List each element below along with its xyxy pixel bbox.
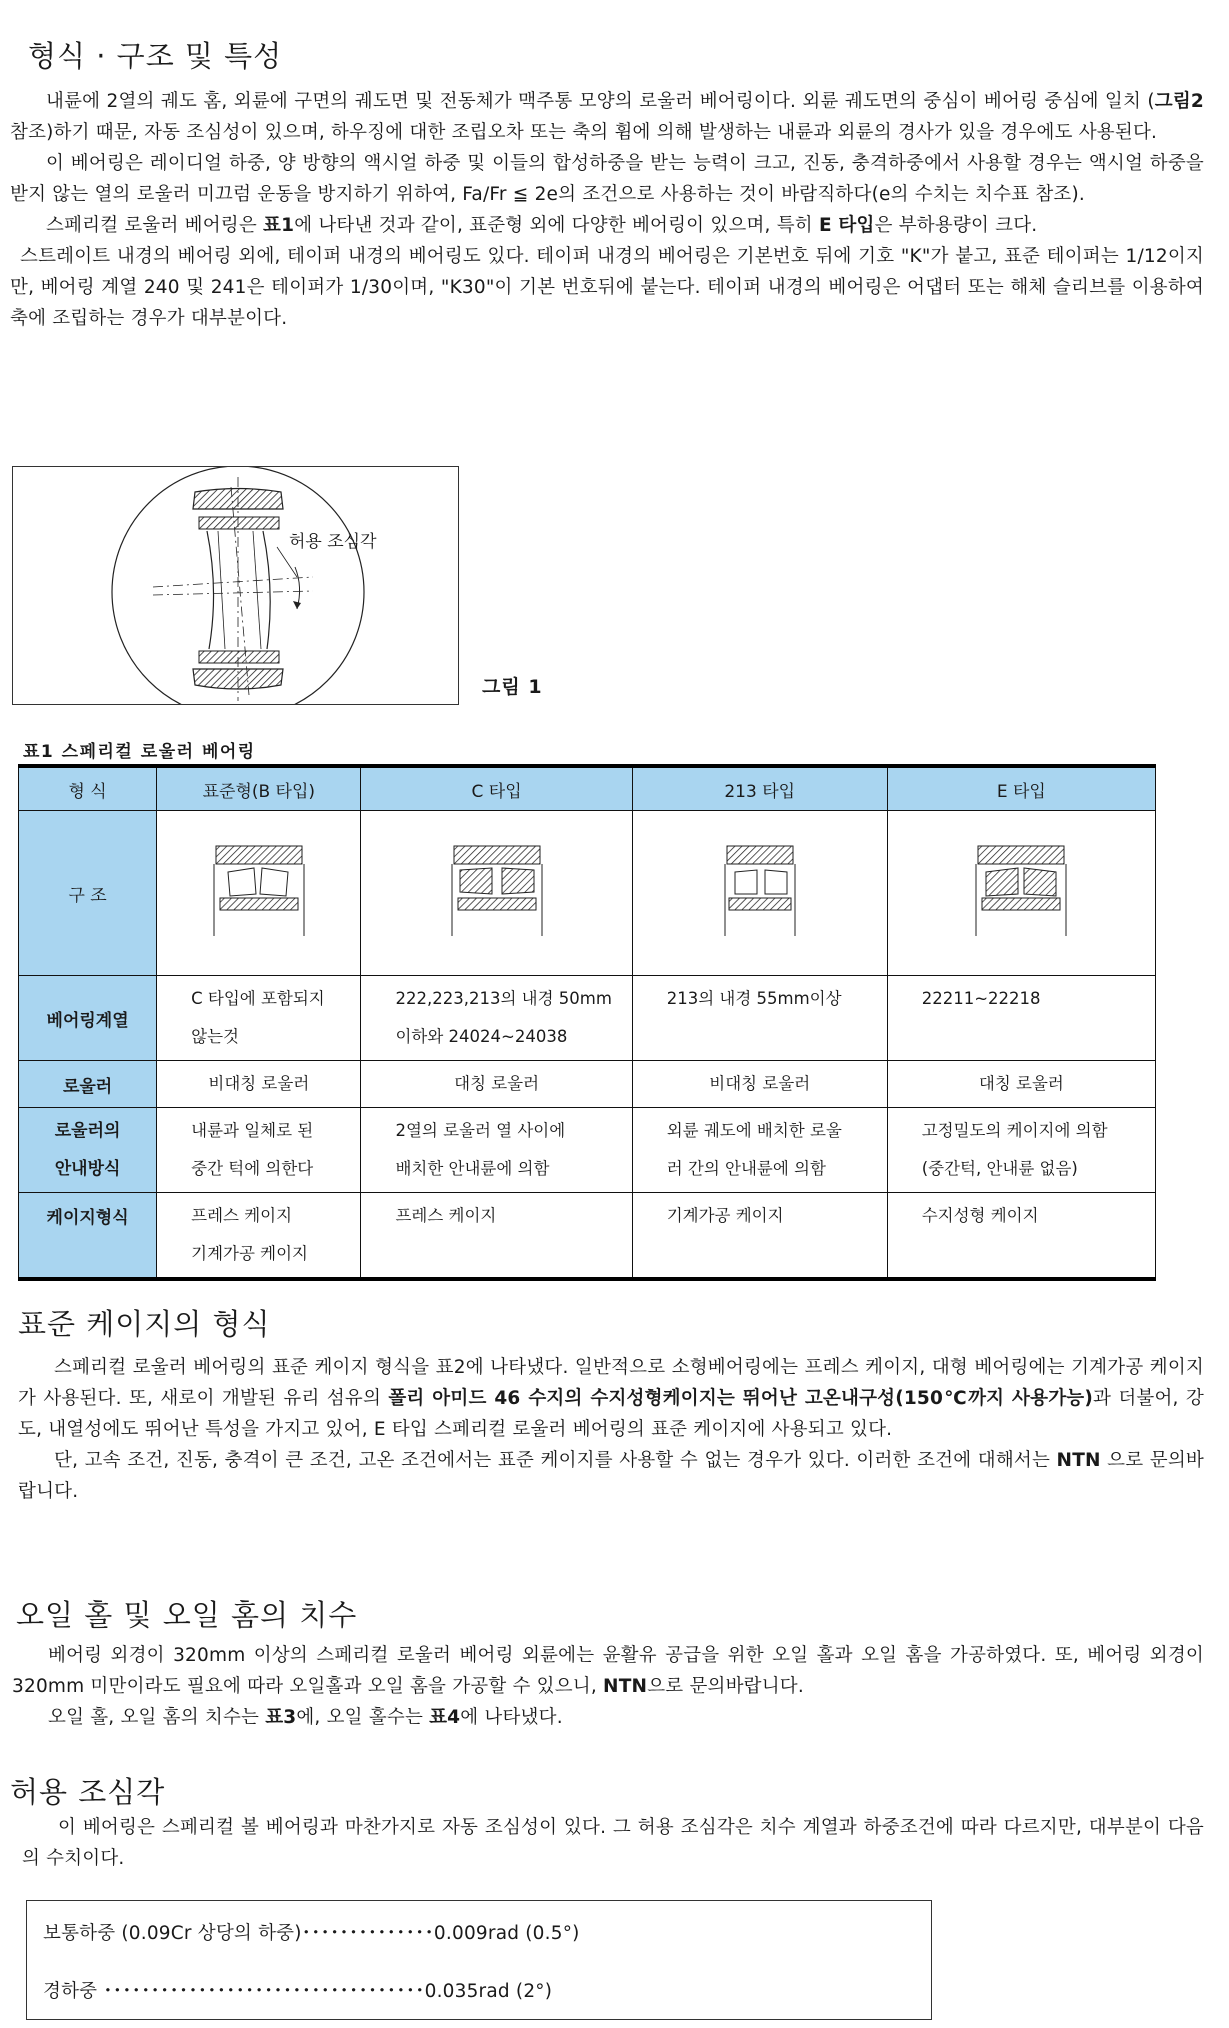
bearing-e-type-icon — [966, 826, 1076, 946]
header-213-type: 213 타입 — [632, 766, 887, 811]
bearing-c-type-icon — [442, 826, 552, 946]
table-row-cage — [19, 1193, 1156, 1280]
table-row-series — [19, 976, 1156, 1061]
normal-load-value: 보통하중 (0.09Cr 상당의 하중)･･････････････0.009rad (0.5°) — [43, 1923, 580, 1944]
header-type: 형 식 — [19, 766, 157, 811]
bearing-213-type-icon — [705, 826, 815, 946]
header-e-type: E 타입 — [887, 766, 1155, 811]
table-cell: 수지성형 케이지 — [887, 1193, 1155, 1280]
table-cell: 기계가공 케이지 — [632, 1193, 887, 1280]
header-b-type: 표준형(B 타입) — [157, 766, 361, 811]
table-cell: C 타입에 포함되지 않는것 — [157, 976, 361, 1061]
section-title-allowable-misalignment: 허용 조심각 — [10, 1775, 166, 1809]
row-label-series: 베어링계열 — [19, 976, 157, 1061]
paragraph: 스페리컬 로울러 베어링은 표1에 나타낸 것과 같이, 표준형 외에 다양한 베어링이 있으며, 특히 E 타입은 부하용량이 크다. — [46, 215, 1038, 236]
table-1-spherical-roller-bearing — [18, 764, 1156, 1281]
paragraph: 스페리컬 로울러 베어링의 표준 케이지 형식을 표2에 나타냈다. 일반적으로 소형베어링에는 프레스 케이지, 대형 베어링에는 기계가공 케이지가 사용된다. 또, 새로이 개발된 유리 섬유의 폴리 아미드 46 수지의 수지성형케이지는 뛰어난 고온내구성(150℃까지 사용가능)과 더불어, 강도, 내열성에도 뛰어난 특성을 가지고 있어, E 타입 스페리컬 로울러 베어링의 표준 케이지에 사용되고 있다. — [18, 1357, 1204, 1440]
structure-c-type-diagram — [361, 811, 632, 976]
table-cell: 대칭 로울러 — [887, 1061, 1155, 1108]
bearing-cross-section-icon — [13, 467, 458, 704]
section4-body — [22, 1812, 1204, 1874]
table-row-structure — [19, 811, 1156, 976]
section2-body — [18, 1352, 1204, 1507]
table-row-guide — [19, 1108, 1156, 1193]
allowable-angle-label: 허용 조심각 — [289, 532, 377, 552]
paragraph: 이 베어링은 스페리컬 볼 베어링과 마찬가지로 자동 조심성이 있다. 그 허용 조심각은 치수 계열과 하중조건에 따라 다르지만, 대부분이 다음의 수치이다. — [22, 1817, 1204, 1869]
section3-body — [12, 1640, 1204, 1733]
table-cell: 213의 내경 55mm이상 — [632, 976, 887, 1061]
section-title-standard-cage: 표준 케이지의 형식 — [18, 1307, 271, 1341]
figure-caption: 그림 1 — [482, 676, 543, 698]
table-cell: 프레스 케이지 기계가공 케이지 — [157, 1193, 361, 1280]
table-header-row — [19, 766, 1156, 811]
table-cell: 비대칭 로울러 — [632, 1061, 887, 1108]
table-cell: 내륜과 일체로 된 중간 턱에 의한다 — [157, 1108, 361, 1193]
row-label-cage: 케이지형식 — [19, 1193, 157, 1280]
table-1-title: 표1 스페리컬 로울러 베어링 — [23, 742, 256, 762]
table-cell: 비대칭 로울러 — [157, 1061, 361, 1108]
structure-e-type-diagram — [887, 811, 1155, 976]
figure-1-bearing-diagram — [12, 466, 459, 705]
section-title-type-structure: 형식 · 구조 및 특성 — [28, 39, 283, 73]
paragraph: 베어링 외경이 320mm 이상의 스페리컬 로울러 베어링 외륜에는 윤활유 공급을 위한 오일 홀과 오일 홈을 가공하였다. 또, 베어링 외경이 320mm 미만이라도 필요에 따라 오일홀과 오일 홈을 가공할 수 있으니, NTN으로 문의바랍니다. — [12, 1645, 1204, 1697]
light-load-value: 경하중 ･･････････････････････････････････0.035rad (2°) — [43, 1981, 553, 2002]
table-cell: 고정밀도의 케이지에 의함 (중간턱, 안내륜 없음) — [887, 1108, 1155, 1193]
paragraph: 오일 홀, 오일 홈의 치수는 표3에, 오일 홀수는 표4에 나타냈다. — [48, 1707, 563, 1728]
paragraph: 내륜에 2열의 궤도 홈, 외륜에 구면의 궤도면 및 전동체가 맥주통 모양의 로울러 베어링이다. 외륜 궤도면의 중심이 베어링 중심에 일치 (그림2 참조)하기 때문, 자동 조심성이 있으며, 하우징에 대한 조립오차 또는 축의 휨에 의해 발생하는 내륜과 외륜의 경사가 있을 경우에도 사용된다. — [10, 91, 1204, 143]
row-label-guide: 로울러의 안내방식 — [19, 1108, 157, 1193]
paragraph: 이 베어링은 레이디얼 하중, 양 방향의 액시얼 하중 및 이들의 합성하중을 받는 능력이 크고, 진동, 충격하중에서 사용할 경우는 액시얼 하중을 받지 않는 열의 로울러 미끄럼 운동을 방지하기 위하여, Fa/Fr ≦ 2e의 조건으로 사용하는 것이 바람직하다(e의 수치는 치수표 참조). — [10, 153, 1204, 205]
table-cell: 프레스 케이지 — [361, 1193, 632, 1280]
row-label-roller: 로울러 — [19, 1061, 157, 1108]
paragraph: 단, 고속 조건, 진동, 충격이 큰 조건, 고온 조건에서는 표준 케이지를 사용할 수 없는 경우가 있다. 이러한 조건에 대해서는 NTN 으로 문의바랍니다. — [18, 1450, 1204, 1502]
section1-body — [10, 86, 1204, 334]
structure-b-type-diagram — [157, 811, 361, 976]
table-cell: 외륜 궤도에 배치한 로울 러 간의 안내륜에 의함 — [632, 1108, 887, 1193]
table-cell: 2열의 로울러 열 사이에 배치한 안내륜에 의함 — [361, 1108, 632, 1193]
bearing-b-type-icon — [204, 826, 314, 946]
table-row-roller — [19, 1061, 1156, 1108]
section-title-oil-hole: 오일 홀 및 오일 홈의 치수 — [16, 1598, 358, 1632]
header-c-type: C 타입 — [361, 766, 632, 811]
paragraph: 스트레이트 내경의 베어링 외에, 테이퍼 내경의 베어링도 있다. 테이퍼 내경의 베어링은 기본번호 뒤에 기호 "K"가 붙고, 표준 테이퍼는 1/12이지만, 베어링 계열 240 및 241은 테이퍼가 1/30이며, "K30"이 기본 번호뒤에 붙는다. 테이퍼 내경의 베어링은 어댑터 또는 해체 슬리브를 이용하여 축에 조립하는 경우가 대부분이다. — [10, 246, 1204, 329]
structure-213-type-diagram — [632, 811, 887, 976]
table-cell: 22211~22218 — [887, 976, 1155, 1061]
table-cell: 대칭 로울러 — [361, 1061, 632, 1108]
row-label-structure: 구 조 — [19, 811, 157, 976]
allowable-angle-values-box — [26, 1900, 932, 2020]
table-cell: 222,223,213의 내경 50mm 이하와 24024~24038 — [361, 976, 632, 1061]
